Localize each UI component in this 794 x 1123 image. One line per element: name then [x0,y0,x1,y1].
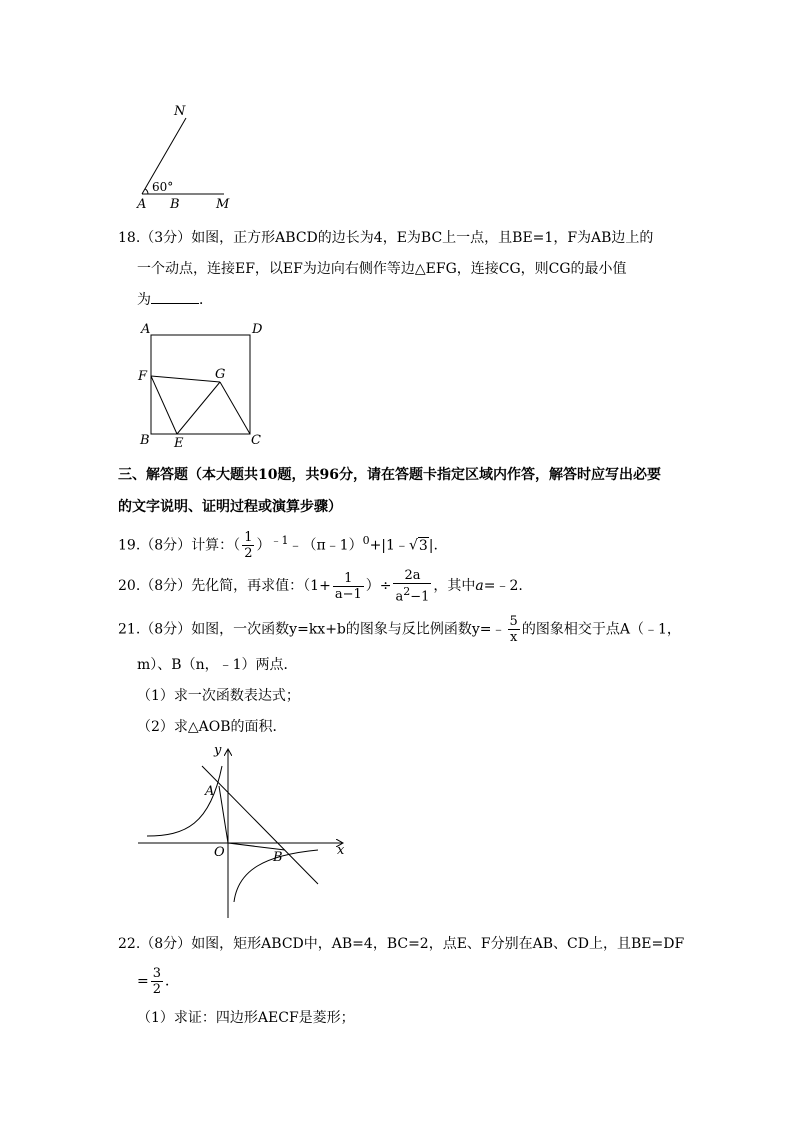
q19-line: 19.（8分）计算：（ $\frac{1}{2}$ ）$^{﹣1}$﹣（π﹣1）$^0$+|1﹣√3|. [118,530,438,561]
section3-line2 [118,497,342,517]
q19-exp1: ﹣1 [270,533,289,547]
section3-line1 [118,465,661,485]
q18-text2: 一个动点，连接EF，以EF为边向右侧作等边△EFG，连接CG，则CG的最小值 [137,261,627,277]
q18-text3-pre: 为 [137,292,151,308]
angle-arc [145,189,148,194]
q22-sub1: （1）求证：四边形AECF是菱形； [137,1010,355,1026]
q21-text1a: 如图，一次函数y=kx+b的图象与反比例函数y=﹣ [191,621,506,638]
sq-label-d: D [252,322,263,337]
linear-function-line [202,766,318,884]
q18-text1: 如图，正方形ABCD的边长为4，E为BC上一点，且BE=1，F为AB边上的 [191,230,654,246]
q19-abs: +|1﹣ [369,537,409,554]
segment-ob [228,843,285,850]
label-angle: 60° [152,180,174,194]
q21-sub2: （2）求△AOB的面积． [137,719,287,735]
q18-text3-post: ． [199,292,213,308]
q18-answer-blank[interactable] [151,289,199,304]
q18-score: （3分） [140,230,192,246]
q19-mid: ﹣（π﹣1） [288,537,363,554]
q20-number: 20. [118,578,141,595]
q20-lead: 先化简，再求值：（1+ [191,578,331,595]
q18-line1 [118,228,653,248]
label-n: N [174,104,186,119]
q20-line [118,568,523,604]
label-a: A [137,197,147,212]
q20-tail: ，其中 [433,578,476,595]
graph-label-o: O [214,845,225,860]
q22-sub1-line [137,1008,355,1028]
q20-fraction1 [333,571,364,602]
q20-f2-den-exp: 2 [403,585,411,598]
q19-frac-den: 2 [244,546,253,561]
q22-text2-post: ． [165,973,180,990]
q21-sub2-line [137,717,287,737]
q19-sqrt: 3 [418,537,428,554]
segment-gc [220,382,250,434]
q20-score: （8分） [140,578,192,595]
label-b: B [170,197,180,212]
hyperbola-branch-left [147,766,222,836]
segment-fg [151,376,220,382]
q21-score: （8分） [140,621,192,638]
q21-sub1: （1）求一次函数表达式； [137,688,300,704]
q19-number: 19. [118,537,141,554]
q20-f1-num: 1 [333,571,364,587]
graph-label-y: y [214,743,222,758]
q18-number: 18. [118,230,141,246]
graph-label-b: B [273,850,283,865]
q20-var: a [475,578,484,595]
q21-fraction [508,614,520,645]
segment-oa [219,786,228,843]
q20-mid: ）÷ [365,578,392,595]
q22-line2 [137,966,179,997]
graph-label-a: A [205,784,215,799]
section3-text2: 的文字说明、证明过程或演算步骤） [118,499,342,515]
q20-f2-num: 2a [393,568,431,584]
q19-lead: 计算：（ [191,537,241,554]
q20-f2-den [393,584,431,604]
q20-f2-den-base: a [395,589,404,605]
sq-label-a: A [141,322,151,337]
q21-sub1-line [137,686,300,706]
q19-close: ） [256,537,271,554]
segment-fe [151,376,177,434]
sq-label-b: B [140,433,150,448]
q18-line3 [137,289,213,310]
q22-text1: 如图，矩形ABCD中，AB=4，BC=2，点E、F分别在AB、CD上，且BE=DF [191,936,685,952]
q19-score: （8分） [140,537,192,554]
q20-fraction2 [393,568,431,604]
angle-figure [130,100,240,212]
sq-label-e: E [174,436,184,450]
q19-exp2: 0 [362,533,370,547]
square-figure [135,320,270,450]
q22-f-num: 3 [152,966,162,981]
label-m: M [216,197,230,212]
q22-line1 [118,934,684,954]
q21-f-num: 5 [509,614,518,629]
q21-number: 21. [118,621,141,638]
sq-label-f: F [138,369,148,384]
function-graph [130,740,360,925]
q19-fraction [242,530,254,561]
q21-line1 [118,614,681,645]
q22-number: 22. [118,936,141,952]
q21-text2: m）、B（n，﹣1）两点． [137,657,298,673]
q21-line2 [137,655,298,675]
graph-label-x: x [337,843,345,858]
section3-text1: 三、解答题（本大题共10题，共96分，请在答题卡指定区域内作答，解答时应写出必要 [118,467,661,483]
q21-text1b: 的图象相交于点A（﹣1， [521,621,681,638]
sq-label-g: G [215,367,226,382]
q19-frac-num: 1 [244,530,253,545]
q20-f1-den: a−1 [334,586,362,602]
q20-f2-den-tail: −1 [410,589,430,605]
q22-text2-pre: = [137,973,149,990]
q22-fraction [151,966,163,997]
q22-score: （8分） [140,936,192,952]
segment-eg [177,382,220,434]
square-abcd [151,335,250,434]
q18-line2 [137,259,627,279]
q20-value: =﹣2. [483,578,523,595]
sq-label-c: C [251,433,261,448]
q22-f-den: 2 [152,982,162,997]
q19-tail: |. [428,537,438,554]
q21-f-den: x [510,630,518,645]
